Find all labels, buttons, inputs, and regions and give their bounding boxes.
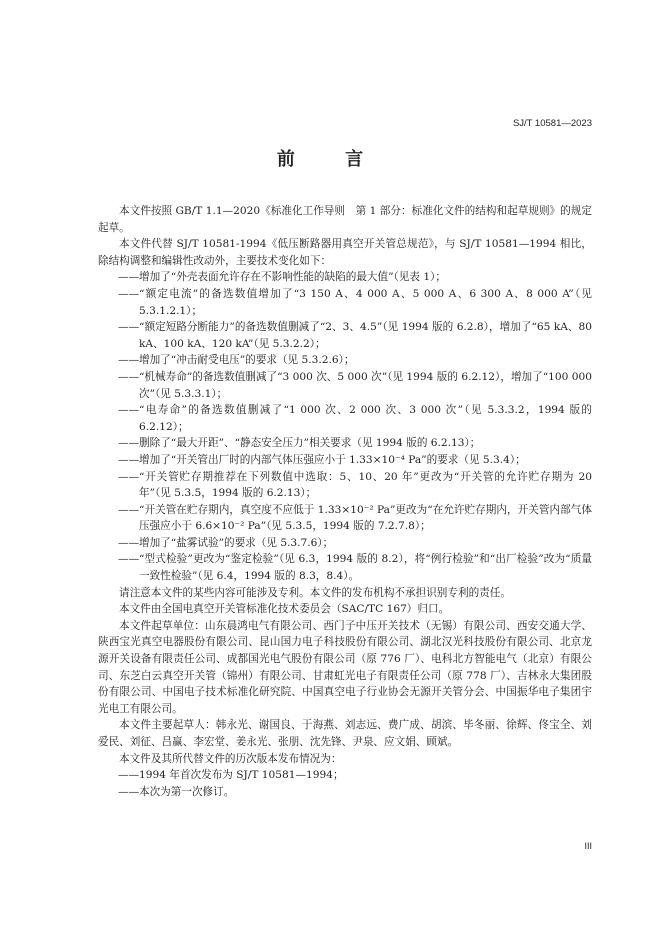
dash-marker: ——	[118, 785, 140, 798]
change-text: “额定电流”的备选数值增加了“3 150 A、4 000 A、5 000 A、6 300 A、8 000 A”（见 5.3.1.2.1）；	[139, 287, 592, 317]
dash-marker: ——	[118, 370, 140, 383]
change-text: 增加了“外壳表面允许存在不影响性能的缺陷的最大值”（见表 1）；	[139, 271, 446, 284]
foreword-body	[98, 203, 592, 800]
dash-marker: ——	[118, 769, 140, 782]
standard-code: SJ/T 10581—2023	[512, 118, 592, 129]
dash-marker: ——	[118, 404, 140, 417]
change-item	[98, 402, 592, 435]
drafting-organizations: 本文件起草单位：山东晨鸿电气有限公司、西门子中压开关技术（无锡）有限公司、西安交通大学、陕西宝光真空电器股份有限公司、昆山国力电子科技股份有限公司、湖北汉光科技股份有限公司、北京龙源开关设备有限责任公司、成都国光电气股份有限公司（原 776 厂）、电科北方智能电气（北京）有限公司、东芝白云真空开关管（锦州）有限公司、甘肃虹光电子有限责任公司（原 778 厂）、吉林永大集团股份有限公司、中国电子技术标准化研究院、中国真空电子行业协会无源开关管分会、中国振华电子集团宇光电工有限公司。	[98, 619, 592, 715]
dash-marker: ——	[118, 553, 140, 566]
change-item	[98, 452, 592, 469]
change-text: 增加了“冲击耐受电压”的要求（见 5.3.2.6）；	[139, 354, 355, 367]
change-item	[98, 369, 592, 402]
change-text: “开关管在贮存期内，真空度不应低于 1.33×10⁻² Pa”更改为“在允许贮存期内，开关管内部气体压强应小于 6.6×10⁻² Pa”（见 5.3.5，1994 版的 7.2.7.8）；	[139, 503, 592, 533]
history-item	[98, 767, 592, 784]
dash-marker: ——	[118, 354, 140, 367]
dash-marker: ——	[118, 453, 140, 466]
change-text: “电寿命”的备选数值删减了“1 000 次、2 000 次、3 000 次”（见 5.3.3.2，1994 版的 6.2.12）；	[139, 404, 592, 433]
change-item	[98, 551, 592, 584]
history-text: 1994 年首次发布为 SJ/T 10581—1994；	[139, 769, 344, 782]
change-text: “开关管贮存期推荐在下列数值中选取：5、10、20 年”更改为“开关管的允许贮存期为 20 年”（见 5.3.5，1994 版的 6.2.13）；	[139, 470, 592, 500]
change-item	[98, 269, 592, 286]
dash-marker: ——	[118, 503, 140, 516]
dash-marker: ——	[118, 287, 140, 300]
change-text: 增加了“盐雾试验”的要求（见 5.3.7.6）；	[139, 536, 334, 549]
change-item	[98, 319, 592, 352]
intro-paragraph: 本文件代替 SJ/T 10581-1994《低压断路器用真空开关管总规范》，与 SJ/T 10581—1994 相比，除结构调整和编辑性改动外，主要技术变化如下：	[98, 238, 592, 267]
dash-marker: ——	[118, 271, 140, 284]
change-item	[98, 502, 592, 535]
change-text: “机械寿命”的备选数值删减了“3 000 次、5 000 次”（见 1994 版的 6.2.12），增加了“100 000 次”（见 5.3.3.1）；	[139, 370, 592, 400]
change-item	[98, 286, 592, 319]
page-title: 前 言	[276, 149, 386, 170]
history-text: 本次为第一次修订。	[139, 785, 235, 798]
change-text: 增加了“开关管出厂时的内部气体压强应小于 1.33×10⁻⁴ Pa”的要求（见 5.3.4）；	[139, 453, 526, 466]
change-item	[98, 469, 592, 502]
drafters: 本文件主要起草人：韩永光、谢国良、于海燕、刘志远、费广成、胡滨、毕冬丽、徐辉、佟宝全、刘爱民、刘征、吕赢、李宏堂、姜永光、张朋、沈先锋、尹泉、应文娟、顾斌。	[98, 719, 592, 748]
change-text: 删除了“最大开距”、“静态安全压力”相关要求（见 1994 版的 6.2.13）；	[139, 437, 481, 450]
dash-marker: ——	[118, 470, 140, 483]
history-intro: 本文件及其所代替文件的历次版本发布情况为：	[119, 752, 342, 765]
history-item	[98, 784, 592, 801]
page-number: III	[584, 841, 592, 851]
change-item	[98, 535, 592, 552]
dash-marker: ——	[118, 321, 140, 334]
intro-paragraph: 本文件按照 GB/T 1.1—2020《标准化工作导则 第 1 部分：标准化文件的结构和起草规则》的规定起草。	[98, 205, 592, 234]
patent-notice: 请注意本文件的某些内容可能涉及专利。本文件的发布机构不承担识别专利的责任。	[119, 586, 511, 599]
change-text: “型式检验”更改为“鉴定检验”（见 6.3，1994 版的 8.2），将“例行检验”和“出厂检验”改为“质量一致性检验”（见 6.4，1994 版的 8.3，8.4）。	[139, 553, 592, 583]
dash-marker: ——	[118, 536, 140, 549]
dash-marker: ——	[118, 437, 140, 450]
change-text: “额定短路分断能力”的备选数值删减了“2、3、4.5”（见 1994 版的 6.2.8），增加了“65 kA、80 kA、100 kA、120 kA”（见 5.3.2.2）；	[139, 321, 592, 350]
change-item	[98, 435, 592, 452]
change-item	[98, 352, 592, 369]
committee-statement: 本文件由全国电真空开关管标准化技术委员会（SAC/TC 167）归口。	[119, 603, 450, 616]
